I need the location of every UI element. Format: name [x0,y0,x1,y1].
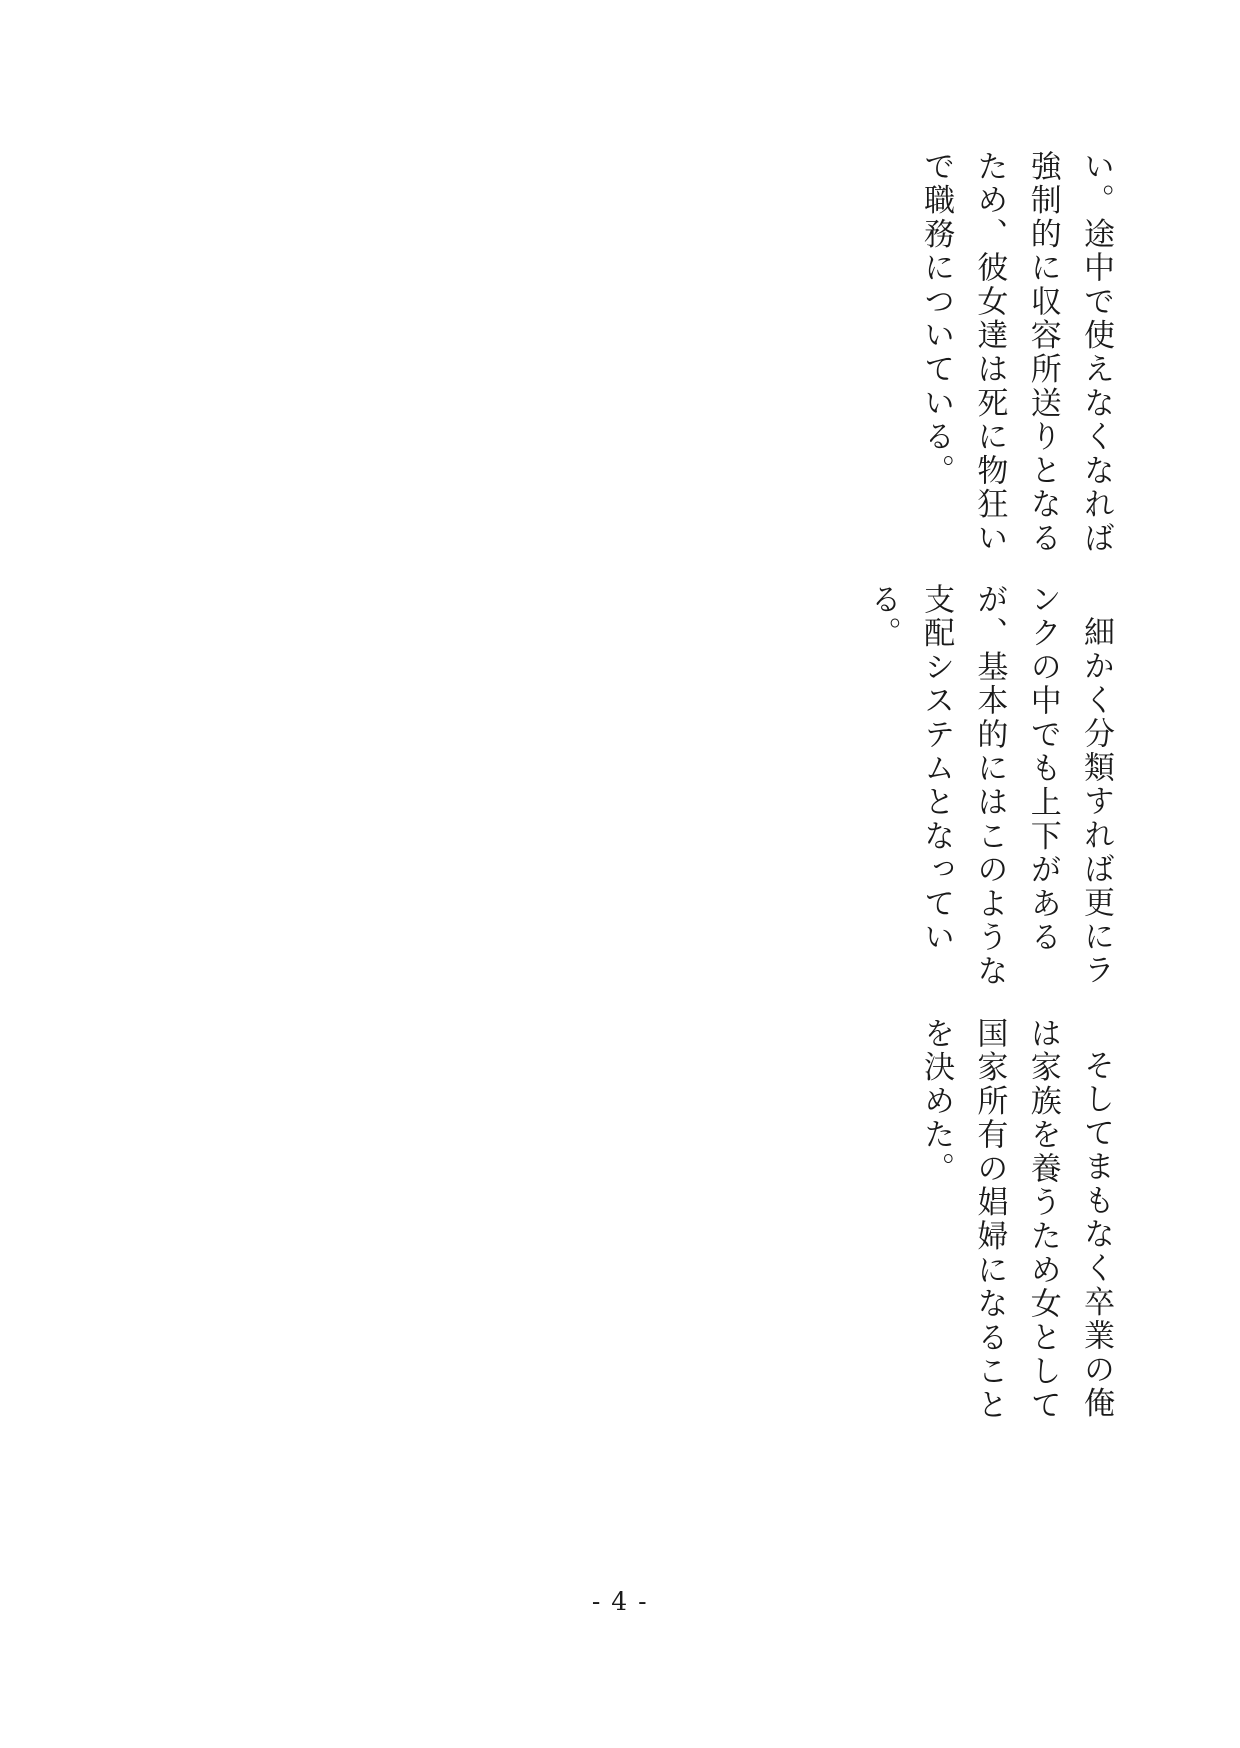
paragraph-2: 細かく分類すれば更にランクの中でも上下があるが、基本的にはこのような支配システムとなっている。 [864,583,1114,989]
page-number: - 4 - [591,1587,649,1616]
paragraph-3: そしてまもなく卒業の俺は家族を養うため女として国家所有の娼婦になることを決めた。 [918,1016,1114,1423]
paragraph-1: い。途中で使えなくなれば強制的に収容所送りとなるため、彼女達は死に物狂いで職務についている。 [918,150,1114,556]
vertical-text-body [855,150,1122,1450]
